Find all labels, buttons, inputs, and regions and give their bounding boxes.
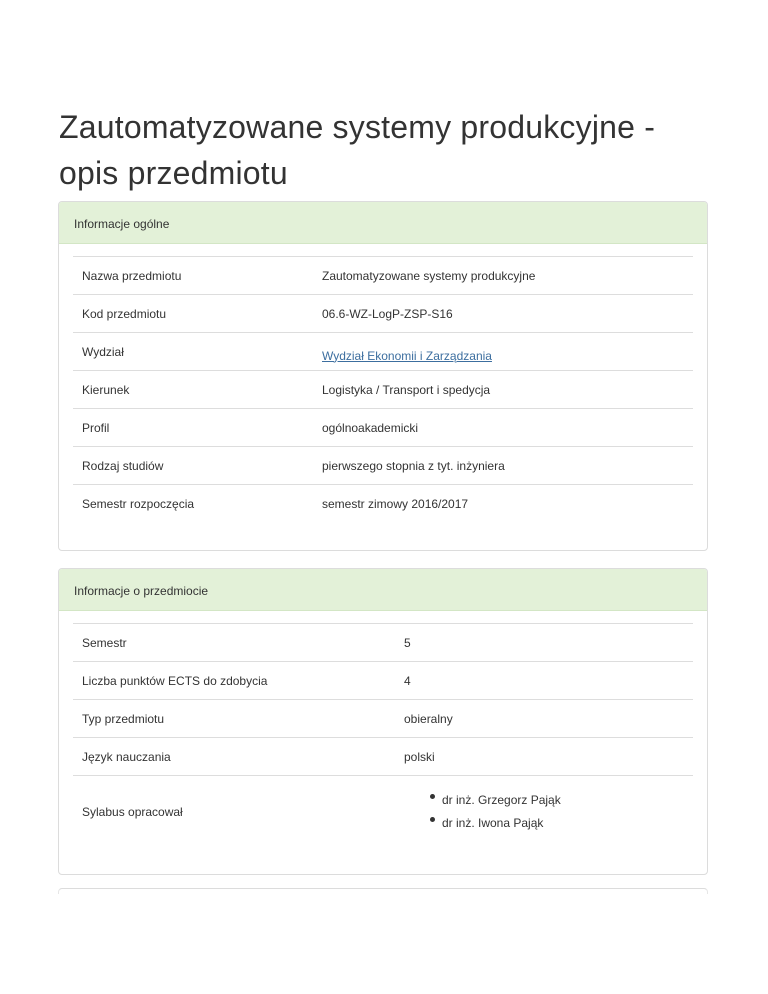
subject-info-heading: Informacje o przedmiocie [59,569,707,611]
row-label: Liczba punktów ECTS do zdobycia [73,662,395,700]
general-info-heading: Informacje ogólne [59,202,707,244]
row-label: Semestr rozpoczęcia [73,485,313,523]
table-row [73,700,693,738]
row-label: Wydział [73,333,313,371]
row-value: Zautomatyzowane systemy produkcyjne [313,257,693,295]
page-title: Zautomatyzowane systemy produkcyjne - opis przedmiotu [59,109,656,191]
table-row [73,738,693,776]
general-info-table [73,256,693,522]
row-label: Język nauczania [73,738,395,776]
row-label: Semestr [73,624,395,662]
row-value: 4 [395,662,693,700]
row-value: polski [395,738,693,776]
next-panel [58,888,708,894]
table-row [73,485,693,523]
department-link[interactable]: Wydział Ekonomii i Zarządzania [322,348,492,363]
table-row [73,776,693,836]
row-label: Kod przedmiotu [73,295,313,333]
list-item: dr inż. Iwona Pająk [430,812,693,835]
row-value: semestr zimowy 2016/2017 [313,485,693,523]
table-row [73,333,693,371]
table-row [73,624,693,662]
row-label: Typ przedmiotu [73,700,395,738]
list-item: dr inż. Grzegorz Pająk [430,789,693,812]
row-label: Sylabus opracował [73,776,395,836]
subject-info-table [73,623,693,835]
general-info-panel [58,201,708,551]
table-row [73,295,693,333]
table-row [73,447,693,485]
row-label: Profil [73,409,313,447]
table-row [73,371,693,409]
row-value: 5 [395,624,693,662]
subject-info-panel [58,568,708,875]
table-row [73,257,693,295]
row-value: ogólnoakademicki [313,409,693,447]
row-value: Logistyka / Transport i spedycja [313,371,693,409]
row-value [313,333,693,371]
row-label: Kierunek [73,371,313,409]
row-value: 06.6-WZ-LogP-ZSP-S16 [313,295,693,333]
row-label: Nazwa przedmiotu [73,257,313,295]
row-label: Rodzaj studiów [73,447,313,485]
author-list [404,789,693,835]
row-value: obieralny [395,700,693,738]
row-value: pierwszego stopnia z tyt. inżyniera [313,447,693,485]
row-value [395,776,693,836]
table-row [73,409,693,447]
table-row [73,662,693,700]
